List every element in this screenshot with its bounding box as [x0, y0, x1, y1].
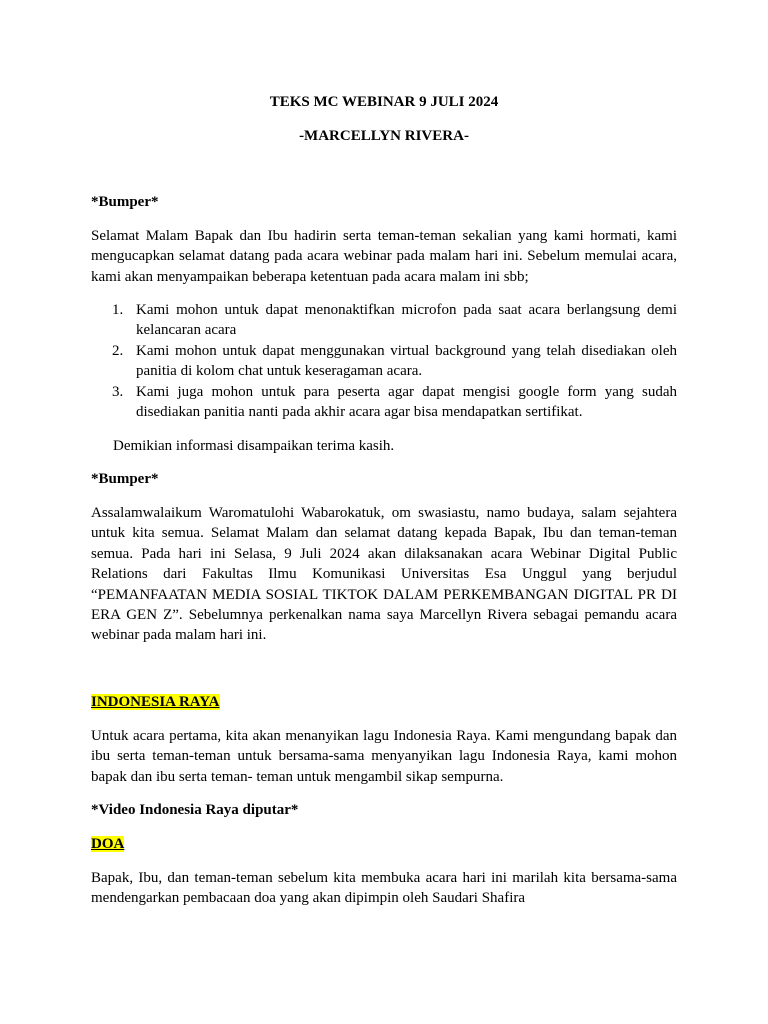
anthem-paragraph: Untuk acara pertama, kita akan menanyikan lagu Indonesia Raya. Kami mengundang bapak dan ibu serta teman-teman untuk bersama-sama menyanyikan lagu Indonesia Raya, kami mohon bapak dan ibu serta teman- teman untuk mengambil sikap sempurna.: [91, 728, 677, 785]
section-heading-prayer: [91, 834, 124, 854]
document-author: -MARCELLYN RIVERA-: [299, 128, 469, 144]
list-item: [91, 341, 677, 382]
opening-paragraph: Assalamwalaikum Waromatulohi Wabarokatuk, om swasiastu, namo budaya, salam sejahtera untuk kita semua. Selamat Malam dan selamat datang kepada Bapak, Ibu dan teman-teman semua. Pada hari ini Selasa, 9 Juli 2024 akan dilaksanakan acara Webinar Digital Public Relations dari Fakultas Ilmu Komunikasi Universitas Esa Unggul yang berjudul “PEMANFAATAN MEDIA SOSIAL TIKTOK DALAM PERKEMBANGAN DIGITAL PR DI ERA GEN Z”. Sebelumnya perkenalkan nama saya Marcellyn Rivera sebagai pemandu acara webinar pada malam hari ini.: [91, 505, 677, 644]
document-title: TEKS MC WEBINAR 9 JULI 2024: [269, 94, 499, 110]
video-note: *Video Indonesia Raya diputar*: [91, 802, 299, 818]
highlighted-heading: INDONESIA RAYA: [91, 694, 220, 710]
list-number: 2.: [112, 342, 124, 359]
section-heading-anthem: [91, 692, 220, 712]
bumper-heading-1: *Bumper*: [91, 194, 159, 210]
rules-list: [91, 300, 677, 422]
list-item-text: Kami mohon untuk dapat menggunakan virtual background yang telah disediakan oleh panitia di kolom chat untuk keseragaman acara.: [136, 342, 677, 380]
intro-paragraph: Selamat Malam Bapak dan Ibu hadirin serta teman-teman sekalian yang kami hormati, kami mengucapkan selamat datang pada acara webinar pada malam hari ini. Sebelum memulai acara, kami akan menyampaikan beberapa ketentuan pada acara malam ini sbb;: [91, 228, 677, 285]
list-item-text: Kami mohon untuk dapat menonaktifkan microfon pada saat acara berlangsung demi kelancaran acara: [136, 302, 677, 339]
bumper-heading-2: *Bumper*: [91, 471, 159, 487]
list-item-text: Kami juga mohon untuk para peserta agar dapat mengisi google form yang sudah disediakan panitia nanti pada akhir acara agar bisa mendapatkan sertifikat.: [136, 383, 677, 421]
prayer-paragraph: Bapak, Ibu, dan teman-teman sebelum kita membuka acara hari ini marilah kita bersama-sama mendengarkan pembacaan doa yang akan dipimpin oleh Saudari Shafira: [91, 870, 677, 907]
list-item: [91, 300, 677, 341]
highlighted-heading: DOA: [91, 836, 125, 852]
closing-note: Demikian informasi disampaikan terima kasih.: [113, 438, 395, 454]
list-number: 3.: [112, 383, 124, 400]
list-number: 1.: [112, 302, 124, 318]
list-item: [91, 382, 677, 423]
